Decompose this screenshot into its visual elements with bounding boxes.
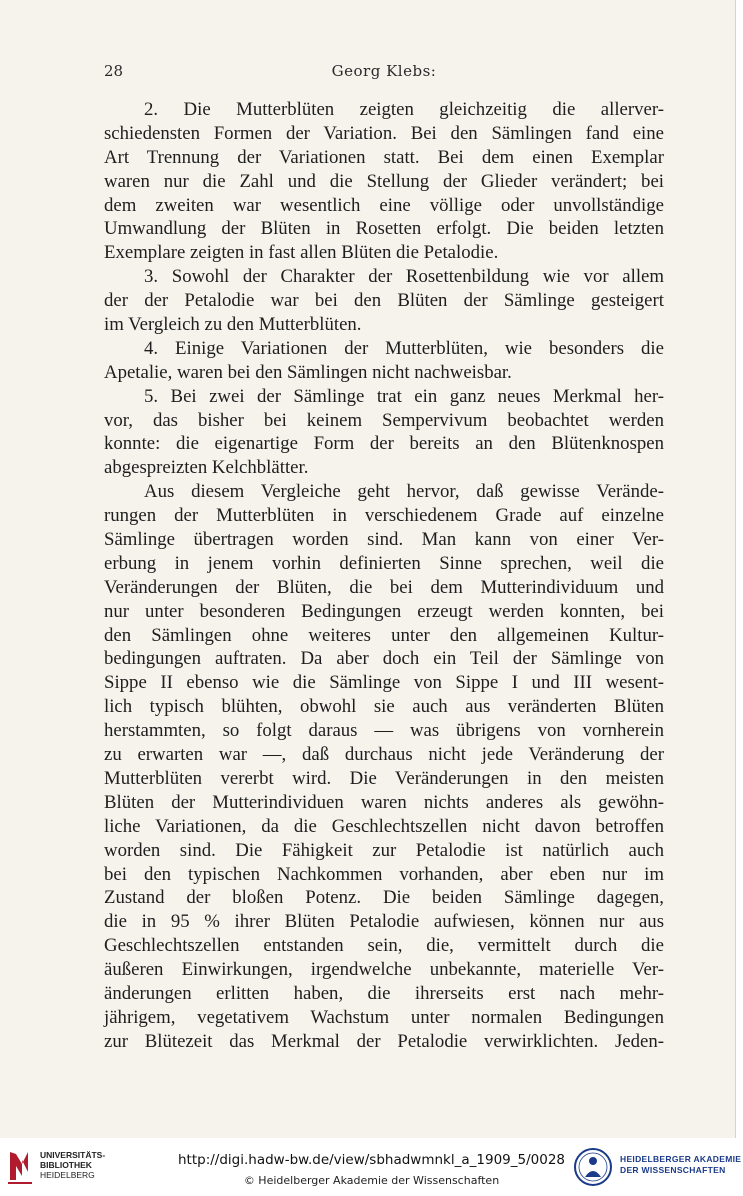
text-line: 4. Einige Variationen der Mutterblüten, wie besonders die bbox=[144, 337, 664, 359]
academy-seal-icon bbox=[573, 1147, 613, 1187]
text-line: Veränderungen der Blüten, die bei dem Mutterindividuum und bbox=[104, 576, 664, 598]
text-line: herstammten, so folgt daraus — was übrigens von vornherein bbox=[104, 720, 664, 742]
text-line: nur unter besonderen Bedingungen erzeugt werden konnten, bei bbox=[104, 600, 664, 622]
text-line: Mutterblüten vererbt wird. Die Veränderungen in den meisten bbox=[104, 767, 664, 789]
text-line: erbung in jenem vorhin definierten Sinne sprechen, weil die bbox=[104, 552, 664, 574]
text-line: bedingungen auftraten. Da aber doch ein Teil der Sämlinge von bbox=[104, 648, 664, 670]
text-line: rungen der Mutterblüten in verschiedenem Grade auf einzelne bbox=[104, 505, 664, 527]
text-line: abgespreizten Kelchblätter. bbox=[104, 457, 309, 479]
text-line: Zustand der bloßen Potenz. Die beiden Sämlinge dagegen, bbox=[104, 887, 664, 909]
text-line: änderungen erlitten haben, die ihrerseits erst nach mehr- bbox=[104, 982, 664, 1004]
permalink-url[interactable]: http://digi.hadw-bw.de/view/sbhadwmnkl_a_1909_5/0028 bbox=[177, 1152, 565, 1168]
academy-name: HEIDELBERGER AKADEMIE DER WISSENSCHAFTEN bbox=[620, 1154, 742, 1175]
text-line: Umwandlung der Blüten in Rosetten erfolgt. Die beiden letzten bbox=[104, 218, 664, 240]
text-line: Sippe II ebenso wie die Sämlinge von Sippe I und III wesent- bbox=[104, 672, 664, 694]
page-number: 28 bbox=[104, 62, 124, 80]
copyright-notice: © Heidelberger Akademie der Wissenschaften bbox=[243, 1174, 500, 1187]
text-line: Apetalie, waren bei den Sämlingen nicht nachweisbar. bbox=[104, 361, 512, 383]
text-line: vor, das bisher bei keinem Sempervivum beobachtet werden bbox=[104, 409, 664, 431]
footer-bar bbox=[0, 1138, 743, 1196]
text-line: im Vergleich zu den Mutterblüten. bbox=[104, 314, 362, 336]
text-line: 3. Sowohl der Charakter der Rosettenbildung wie vor allem bbox=[144, 266, 664, 288]
text-line: die in 95 % ihrer Blüten Petalodie aufwiesen, können nur aus bbox=[104, 911, 664, 933]
text-line: zu erwarten war —, daß durchaus nicht jede Veränderung der bbox=[104, 744, 664, 766]
text-line: der der Petalodie war bei den Blüten der Sämlinge gesteigert bbox=[104, 290, 664, 312]
text-line: Exemplare zeigten in fast allen Blüten die Petalodie. bbox=[104, 242, 499, 264]
text-line: liche Variationen, da die Geschlechtszellen nicht davon betroffen bbox=[104, 815, 664, 837]
text-line: schiedensten Formen der Variation. Bei den Sämlingen fand eine bbox=[104, 122, 664, 144]
text-line: Art Trennung der Variationen statt. Bei dem einen Exemplar bbox=[104, 146, 664, 168]
library-name: UNIVERSITÄTS- BIBLIOTHEK HEIDELBERG bbox=[40, 1150, 106, 1180]
text-line: konnte: die eigenartige Form der bereits an den Blütenknospen bbox=[104, 433, 664, 455]
text-line: bei den typischen Nachkommen vorhanden, aber eben nur im bbox=[104, 863, 664, 885]
text-line: Geschlechtszellen entstanden sein, die, vermittelt durch die bbox=[104, 935, 664, 957]
body-text bbox=[104, 98, 664, 1054]
text-line: lich typisch blühten, obwohl sie auch aus veränderten Blüten bbox=[104, 696, 664, 718]
text-line: dem zweiten war wesentlich eine völlige oder unvollständige bbox=[104, 194, 664, 216]
text-line: zur Blütezeit das Merkmal der Petalodie verwirklichten. Jeden- bbox=[104, 1030, 664, 1052]
text-line: äußeren Einwirkungen, irgendwelche unbekannte, materielle Ver- bbox=[104, 959, 664, 981]
text-line: Aus diesem Vergleiche geht hervor, daß gewisse Verände- bbox=[144, 481, 664, 503]
text-line: 5. Bei zwei der Sämlinge trat ein ganz neues Merkmal her- bbox=[144, 385, 664, 407]
text-line: Sämlinge übertragen worden sind. Man kann von einer Ver- bbox=[104, 529, 664, 551]
running-head: Georg Klebs: bbox=[331, 62, 437, 80]
page-header bbox=[104, 62, 664, 86]
text-line: den Sämlingen ohne weiteres unter den allgemeinen Kultur- bbox=[104, 624, 664, 646]
text-line: worden sind. Die Fähigkeit zur Petalodie ist natürlich auch bbox=[104, 839, 664, 861]
text-line: 2. Die Mutterblüten zeigten gleichzeitig die allerver- bbox=[144, 99, 664, 120]
text-line: Blüten der Mutterindividuen waren nichts anderes als gewöhn- bbox=[104, 791, 664, 813]
text-line: waren nur die Zahl und die Stellung der Glieder verändert; bei bbox=[104, 170, 664, 192]
text-line: jährigem, vegetativem Wachstum unter normalen Bedingungen bbox=[104, 1006, 664, 1028]
